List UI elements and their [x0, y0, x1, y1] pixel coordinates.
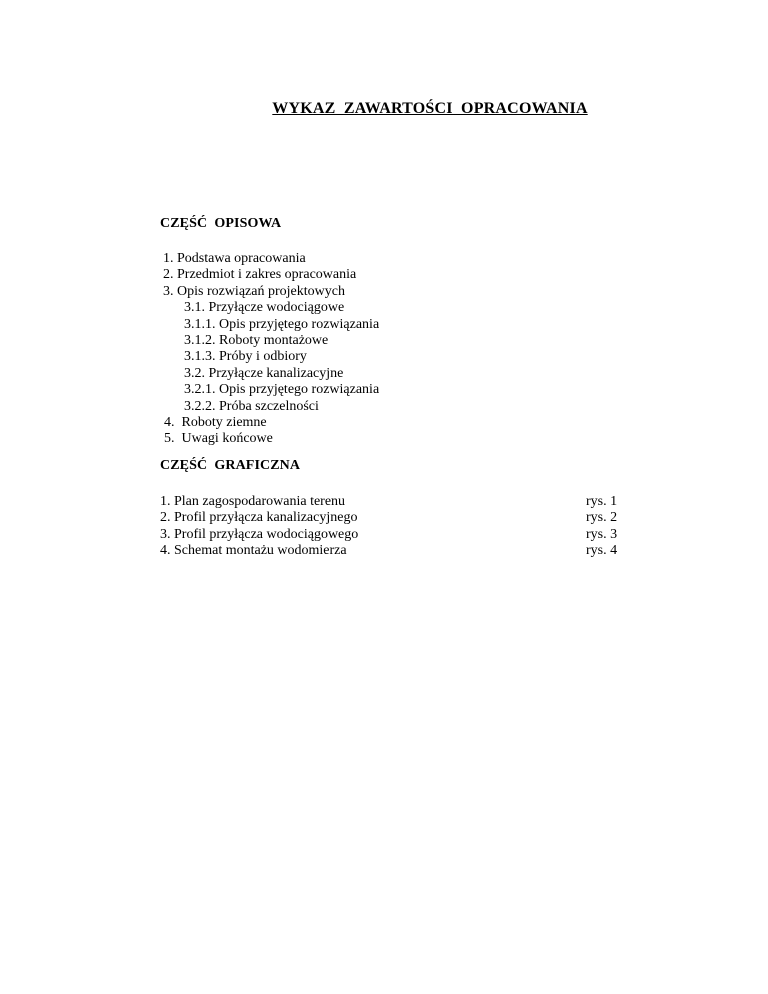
toc-item: 2. Przedmiot i zakres opracowania	[163, 267, 357, 283]
toc-item: 5. Uwagi końcowe	[164, 431, 273, 447]
toc-item: 3.2.2. Próba szczelności	[184, 398, 319, 414]
toc-item: 3.1. Przyłącze wodociągowe	[184, 300, 345, 316]
drawing-row	[160, 510, 630, 526]
toc-item: 4. Roboty ziemne	[164, 414, 267, 430]
toc-item: 3.2.1. Opis przyjętego rozwiązania	[184, 382, 380, 398]
toc-item: 3.1.2. Roboty montażowe	[184, 332, 329, 348]
drawing-row	[160, 494, 630, 510]
drawing-ref: rys. 4	[586, 543, 618, 559]
drawing-ref: rys. 1	[586, 494, 618, 509]
drawing-row	[160, 543, 630, 559]
document-title: WYKAZ ZAWARTOŚCI OPRACOWANIA	[272, 100, 588, 117]
toc-item: 3.1.3. Próby i odbiory	[184, 349, 307, 365]
toc-item: 3.1.1. Opis przyjętego rozwiązania	[184, 316, 380, 332]
drawing-ref: rys. 3	[586, 526, 618, 542]
drawing-title: 4. Schemat montażu wodomierza	[160, 543, 347, 559]
toc-item: 3.2. Przyłącze kanalizacyjne	[184, 365, 344, 381]
descriptive-part-heading: CZĘŚĆ OPISOWA	[160, 216, 282, 231]
drawing-title: 1. Plan zagospodarowania terenu	[160, 494, 346, 509]
drawing-title: 2. Profil przyłącza kanalizacyjnego	[160, 510, 358, 526]
drawing-ref: rys. 2	[586, 510, 618, 526]
toc-item: 3. Opis rozwiązań projektowych	[163, 283, 345, 299]
descriptive-part-list	[160, 251, 379, 448]
drawing-row	[160, 527, 630, 543]
graphic-part-heading: CZĘŚĆ GRAFICZNA	[160, 458, 301, 473]
graphic-part-list	[160, 494, 630, 560]
toc-item: 1. Podstawa opracowania	[163, 251, 306, 266]
drawing-title: 3. Profil przyłącza wodociągowego	[160, 526, 359, 542]
